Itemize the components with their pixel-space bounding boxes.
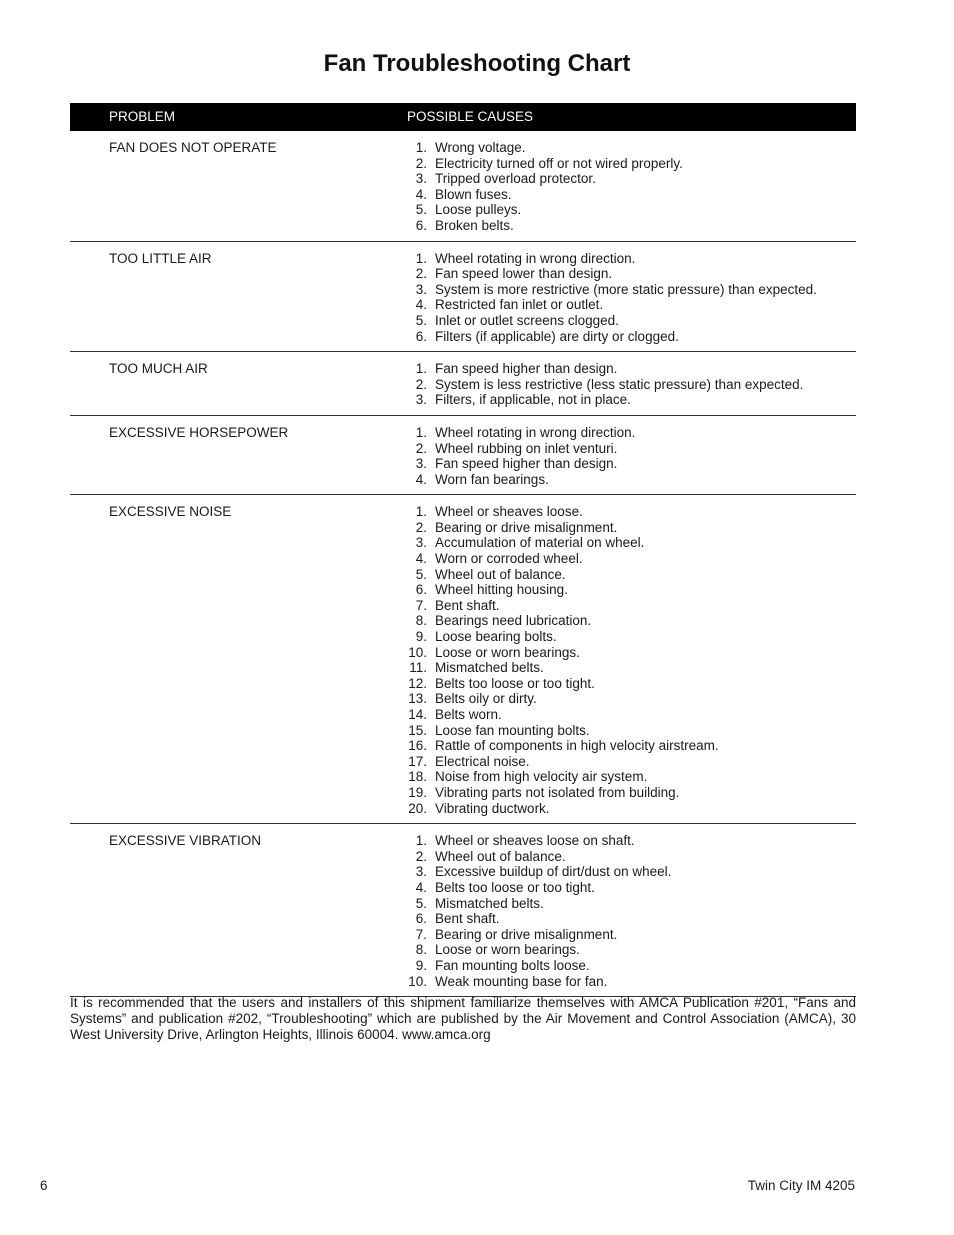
problem-label: EXCESSIVE VIBRATION <box>109 833 262 849</box>
cause-item <box>400 613 856 629</box>
cause-number: 15. <box>408 722 427 738</box>
cause-number: 11. <box>409 660 427 676</box>
document-id: Twin City IM 4205 <box>747 1178 855 1193</box>
problem-label: TOO MUCH AIR <box>109 361 208 377</box>
cause-number: 18. <box>408 769 427 785</box>
cause-number: 19. <box>408 784 427 800</box>
cause-item <box>400 282 856 298</box>
problem-label: TOO LITTLE AIR <box>109 250 212 266</box>
cause-text: Bearing or drive misalignment. <box>435 519 618 535</box>
cause-number: 2. <box>415 519 427 535</box>
cause-number: 1. <box>415 424 427 440</box>
possible-causes-list <box>400 416 856 494</box>
cause-number: 7. <box>415 926 427 942</box>
cause-item <box>400 676 856 692</box>
table-row <box>70 131 856 242</box>
cause-text: Wheel rotating in wrong direction. <box>435 424 636 440</box>
cause-item <box>400 958 856 974</box>
cause-text: Restricted fan inlet or outlet. <box>435 297 604 313</box>
cause-item <box>400 441 856 457</box>
cause-text: Tripped overload protector. <box>435 171 596 187</box>
cause-text: Inlet or outlet screens clogged. <box>435 312 619 328</box>
cause-text: Fan speed higher than design. <box>435 361 618 377</box>
cause-item <box>400 911 856 927</box>
cause-number: 6. <box>415 911 427 927</box>
cause-item <box>400 251 856 267</box>
cause-text: Loose bearing bolts. <box>435 629 557 645</box>
cause-text: Belts worn. <box>435 707 502 722</box>
cause-text: Loose or worn bearings. <box>435 644 580 660</box>
cause-item <box>400 472 856 488</box>
cause-text: Electricity turned off or not wired properly. <box>435 155 683 171</box>
cause-text: Wheel out of balance. <box>435 848 566 864</box>
cause-number: 5. <box>415 312 427 328</box>
problem-label: FAN DOES NOT OPERATE <box>109 140 277 155</box>
cause-number: 1. <box>415 140 427 155</box>
cause-number: 3. <box>415 171 427 187</box>
table-row <box>70 352 856 416</box>
cause-item <box>400 785 856 801</box>
cause-number: 2. <box>415 155 427 171</box>
header-possible-causes: POSSIBLE CAUSES <box>407 109 534 124</box>
cause-item <box>400 974 856 990</box>
cause-text: Weak mounting base for fan. <box>435 973 608 989</box>
cause-text: Accumulation of material on wheel. <box>435 535 645 551</box>
cause-text: Worn fan bearings. <box>435 471 549 487</box>
cause-item <box>400 880 856 896</box>
header-problem: PROBLEM <box>109 109 176 124</box>
cause-item <box>400 392 856 408</box>
cause-number: 3. <box>415 456 427 472</box>
cause-text: Vibrating ductwork. <box>435 800 550 816</box>
cause-item <box>400 551 856 567</box>
cause-text: Blown fuses. <box>435 186 512 202</box>
possible-causes-list <box>400 495 856 823</box>
cause-item <box>400 266 856 282</box>
cause-item <box>400 156 856 172</box>
cause-item <box>400 927 856 943</box>
cause-text: Wheel hitting housing. <box>435 582 568 598</box>
cause-item <box>400 723 856 739</box>
cause-item <box>400 896 856 912</box>
cause-number: 2. <box>415 848 427 864</box>
cause-item <box>400 535 856 551</box>
cause-item <box>400 297 856 313</box>
cause-number: 5. <box>415 895 427 911</box>
cause-text: Loose fan mounting bolts. <box>435 722 590 738</box>
cause-item <box>400 864 856 880</box>
cause-item <box>400 691 856 707</box>
cause-text: Wheel out of balance. <box>435 566 566 582</box>
cause-item <box>400 377 856 393</box>
cause-item <box>400 660 856 676</box>
cause-text: Bent shaft. <box>435 911 500 927</box>
cause-text: Electrical noise. <box>435 753 530 769</box>
cause-number: 1. <box>415 833 427 849</box>
cause-number: 16. <box>408 738 427 754</box>
cause-text: Excessive buildup of dirt/dust on wheel. <box>435 864 672 880</box>
cause-text: Filters, if applicable, not in place. <box>435 392 631 408</box>
cause-text: Noise from high velocity air system. <box>435 769 648 785</box>
cause-number: 20. <box>408 800 427 816</box>
cause-text: Broken belts. <box>435 217 514 233</box>
cause-number: 3. <box>415 281 427 297</box>
cause-text: Filters (if applicable) are dirty or clogged. <box>435 328 679 344</box>
cause-text: Wheel rotating in wrong direction. <box>435 250 636 266</box>
cause-item <box>400 329 856 345</box>
cause-text: Mismatched belts. <box>435 895 544 911</box>
cause-number: 10. <box>408 973 427 989</box>
cause-number: 6. <box>415 582 427 598</box>
cause-number: 4. <box>415 186 427 202</box>
page-number: 6 <box>40 1178 48 1193</box>
cause-number: 1. <box>415 361 427 377</box>
cause-number: 4. <box>415 297 427 313</box>
cause-item <box>400 520 856 536</box>
cause-number: 10. <box>408 644 427 660</box>
cause-text: Loose or worn bearings. <box>435 942 580 958</box>
cause-number: 8. <box>415 613 427 629</box>
cause-text: Fan speed higher than design. <box>435 456 618 472</box>
cause-item <box>400 567 856 583</box>
cause-text: Vibrating parts not isolated from building. <box>435 784 680 800</box>
cause-number: 6. <box>415 328 427 344</box>
cause-item <box>400 598 856 614</box>
cause-text: System is less restrictive (less static pressure) than expected. <box>435 376 804 392</box>
cause-number: 17. <box>408 753 427 769</box>
cause-text: System is more restrictive (more static pressure) than expected. <box>435 281 817 297</box>
cause-item <box>400 707 856 723</box>
cause-number: 12. <box>408 675 427 691</box>
table-row <box>70 495 856 824</box>
cause-item <box>400 582 856 598</box>
cause-item <box>400 218 856 234</box>
problem-label: EXCESSIVE HORSEPOWER <box>109 424 289 440</box>
cause-number: 7. <box>415 597 427 613</box>
cause-item <box>400 738 856 754</box>
table-header <box>70 103 856 131</box>
cause-item <box>400 833 856 849</box>
cause-number: 9. <box>415 957 427 973</box>
cause-item <box>400 171 856 187</box>
cause-text: Belts too loose or too tight. <box>435 879 595 895</box>
cause-text: Wheel or sheaves loose. <box>435 504 583 520</box>
cause-text: Bent shaft. <box>435 597 500 613</box>
cause-text: Wheel rubbing on inlet venturi. <box>435 440 618 456</box>
cause-text: Belts too loose or too tight. <box>435 675 595 691</box>
possible-causes-list <box>400 824 856 996</box>
cause-number: 3. <box>415 535 427 551</box>
cause-item <box>400 942 856 958</box>
cause-number: 4. <box>415 551 427 567</box>
cause-text: Belts oily or dirty. <box>435 691 537 707</box>
cause-text: Loose pulleys. <box>435 202 522 218</box>
cause-text: Fan mounting bolts loose. <box>435 957 590 973</box>
possible-causes-list <box>400 242 856 352</box>
cause-item <box>400 769 856 785</box>
table-row <box>70 824 856 997</box>
amca-reference-note: It is recommended that the users and installers of this shipment familiarize themselves with AMCA Publication #201, “Fans and Systems” and publication #202, “Troubleshooting” which are published by the Air Movement and Control Association (AMCA), 30 West University Drive, Arlington Heights, Illinois 60004. www.amca.org <box>70 995 856 1042</box>
cause-number: 2. <box>415 440 427 456</box>
cause-text: Bearing or drive misalignment. <box>435 926 618 942</box>
cause-item <box>400 754 856 770</box>
cause-number: 6. <box>415 217 427 233</box>
cause-item <box>400 645 856 661</box>
cause-text: Rattle of components in high velocity airstream. <box>435 738 719 754</box>
cause-number: 3. <box>415 392 427 408</box>
cause-text: Wrong voltage. <box>435 140 526 155</box>
cause-number: 9. <box>415 629 427 645</box>
cause-text: Mismatched belts. <box>435 660 544 676</box>
cause-number: 2. <box>415 376 427 392</box>
cause-item <box>400 849 856 865</box>
troubleshooting-table <box>70 103 856 997</box>
cause-number: 13. <box>408 691 427 707</box>
cause-number: 1. <box>415 504 427 520</box>
cause-number: 4. <box>415 471 427 487</box>
cause-item <box>400 456 856 472</box>
cause-item <box>400 425 856 441</box>
problem-label: EXCESSIVE NOISE <box>109 504 232 520</box>
cause-number: 2. <box>415 266 427 282</box>
cause-text: Fan speed lower than design. <box>435 266 613 282</box>
cause-text: Wheel or sheaves loose on shaft. <box>435 833 635 849</box>
possible-causes-list <box>400 131 856 241</box>
cause-text: Worn or corroded wheel. <box>435 551 583 567</box>
table-row <box>70 242 856 353</box>
cause-item <box>400 504 856 520</box>
cause-item <box>400 202 856 218</box>
table-body <box>70 131 856 997</box>
cause-item <box>400 313 856 329</box>
cause-item <box>400 140 856 156</box>
cause-item <box>400 629 856 645</box>
cause-number: 1. <box>415 250 427 266</box>
cause-item <box>400 361 856 377</box>
page-title: Fan Troubleshooting Chart <box>323 50 631 77</box>
cause-number: 5. <box>415 202 427 218</box>
cause-item <box>400 801 856 817</box>
cause-text: Bearings need lubrication. <box>435 613 592 629</box>
cause-number: 8. <box>415 942 427 958</box>
possible-causes-list <box>400 352 856 415</box>
cause-number: 3. <box>415 864 427 880</box>
cause-number: 5. <box>415 566 427 582</box>
cause-item <box>400 187 856 203</box>
table-row <box>70 416 856 495</box>
cause-number: 4. <box>415 879 427 895</box>
cause-number: 14. <box>408 707 427 722</box>
